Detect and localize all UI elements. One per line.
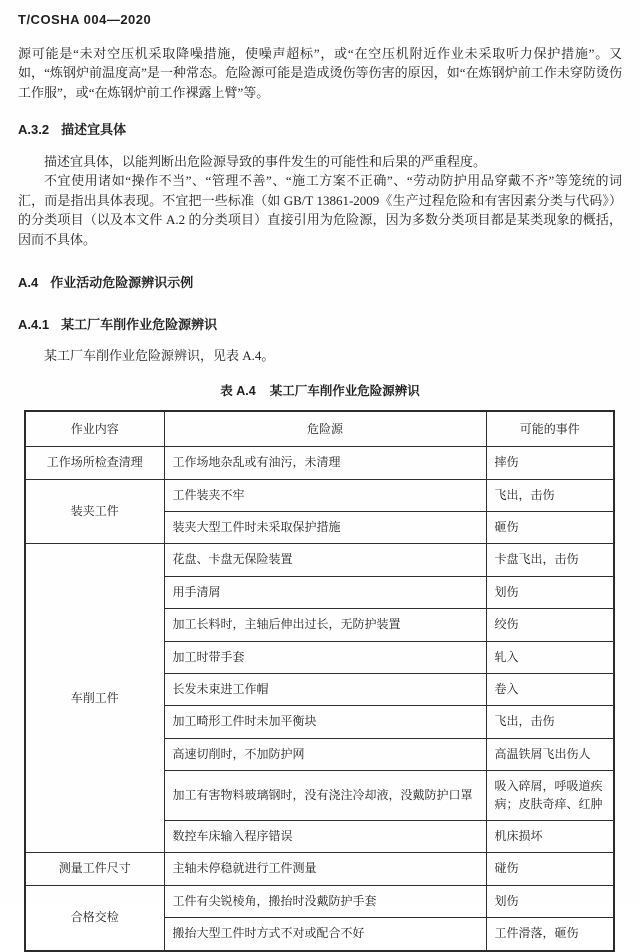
paragraph-a3-2-1: 描述宜具体，以能判断出危险源导致的事件发生的可能性和后果的严重程度。 bbox=[44, 153, 487, 169]
table-cell-hazard: 装夹大型工件时未采取保护措施 bbox=[164, 512, 486, 544]
paragraph-a3-2-2: 不宜使用诸如“操作不当”、“管理不善”、“施工方案不正确”、“劳动防护用品穿戴不齐”等笼统的词汇，而是指出具体表现。不宜把一些标准（如 GB/T 13861-2009《生产过程危险和有害因素分类与代码》）的分类项目（以及本文件 A.2 的分类项目）直接引用为危险源，因为多数分类项目都是某类现象的概括，因而不具体。 bbox=[18, 173, 622, 247]
table-cell-hazard: 主轴未停稳就进行工件测量 bbox=[164, 853, 486, 885]
doc-number: T/COSHA 004—2020 bbox=[18, 12, 152, 27]
table-cell-hazard: 搬抬大型工件时方式不对或配合不好 bbox=[164, 918, 486, 951]
heading-a3-2 bbox=[18, 120, 622, 140]
hazard-identification-table bbox=[24, 410, 615, 951]
column-header-hazard: 危险源 bbox=[164, 411, 486, 447]
table-row bbox=[25, 479, 614, 511]
table-caption-title: 某工厂车削作业危险源辨识 bbox=[269, 383, 420, 398]
table-cell-hazard: 加工有害物料玻璃钢时，没有浇注冷却液，没戴防护口罩 bbox=[164, 771, 486, 821]
table-cell-hazard: 工作场地杂乱或有油污，未清理 bbox=[164, 447, 486, 479]
table-cell-activity: 合格交检 bbox=[25, 885, 164, 950]
table-cell-hazard: 工件有尖锐棱角，搬抬时没戴防护手套 bbox=[164, 885, 486, 917]
table-cell-hazard: 加工长料时，主轴后伸出过长，无防护装置 bbox=[164, 609, 486, 641]
heading-a4 bbox=[18, 273, 622, 293]
heading-number: A.4.1 bbox=[18, 316, 50, 332]
table-cell-event: 飞出，击伤 bbox=[486, 706, 614, 738]
table-row bbox=[25, 885, 614, 917]
table-cell-hazard: 用手清屑 bbox=[164, 576, 486, 608]
table-cell-hazard: 工件装夹不牢 bbox=[164, 479, 486, 511]
table-cell-event: 轧入 bbox=[486, 641, 614, 673]
table-cell-hazard: 花盘、卡盘无保险装置 bbox=[164, 544, 486, 576]
table-cell-event: 砸伤 bbox=[486, 512, 614, 544]
table-cell-event: 吸入碎屑，呼吸道疾病；皮肤奇痒、红肿 bbox=[486, 771, 614, 821]
table-cell-event: 划伤 bbox=[486, 885, 614, 917]
table-cell-event: 卷入 bbox=[486, 673, 614, 705]
table-row bbox=[25, 447, 614, 479]
table-cell-activity: 车削工件 bbox=[25, 544, 164, 853]
table-cell-hazard: 数控车床输入程序错误 bbox=[164, 820, 486, 852]
table-cell-hazard: 加工畸形工件时未加平衡块 bbox=[164, 706, 486, 738]
heading-number: A.3.2 bbox=[18, 122, 50, 137]
table-cell-event: 碰伤 bbox=[486, 853, 614, 885]
table-cell-hazard: 高速切削时，不加防护网 bbox=[164, 738, 486, 770]
table-cell-event: 高温铁屑飞出伤人 bbox=[486, 738, 614, 770]
table-cell-event: 机床损坏 bbox=[486, 820, 614, 852]
table-cell-hazard: 加工时带手套 bbox=[164, 641, 486, 673]
intro-paragraph: 源可能是“未对空压机采取降噪措施，使噪声超标”，或“在空压机附近作业未采取听力保护措施”。又如，“炼钢炉前温度高”是一种常态。危险源可能是造成烫伤等伤害的原因，如“在炼钢炉前工作未穿防烫伤工作服”，或“在炼钢炉前工作裸露上臂”等。 bbox=[18, 45, 622, 100]
paragraph-a4-1-1: 某工厂车削作业危险源辨识，见表 A.4。 bbox=[44, 348, 275, 363]
table-caption-number: 表 A.4 bbox=[220, 383, 256, 398]
table-cell-event: 摔伤 bbox=[486, 447, 614, 479]
column-header-activity: 作业内容 bbox=[25, 411, 164, 447]
table-cell-event: 飞出，击伤 bbox=[486, 479, 614, 511]
heading-a4-1 bbox=[18, 315, 622, 335]
table-cell-hazard: 长发未束进工作帽 bbox=[164, 673, 486, 705]
table-cell-activity: 测量工件尺寸 bbox=[25, 853, 164, 885]
table-caption bbox=[18, 382, 622, 401]
table-header-row bbox=[25, 411, 614, 447]
table-row bbox=[25, 544, 614, 576]
table-cell-activity: 工作场所检查清理 bbox=[25, 447, 164, 479]
column-header-event: 可能的事件 bbox=[486, 411, 614, 447]
table-row bbox=[25, 853, 614, 885]
table-cell-event: 绞伤 bbox=[486, 609, 614, 641]
heading-title: 某工厂车削作业危险源辨识 bbox=[61, 316, 218, 332]
heading-number: A.4 bbox=[18, 275, 39, 290]
heading-title: 作业活动危险源辨识示例 bbox=[50, 275, 194, 290]
table-cell-activity: 装夹工件 bbox=[25, 479, 164, 544]
table-cell-event: 工件滑落，砸伤 bbox=[486, 918, 614, 951]
table-cell-event: 划伤 bbox=[486, 576, 614, 608]
heading-title: 描述宜具体 bbox=[61, 122, 127, 137]
table-cell-event: 卡盘飞出，击伤 bbox=[486, 544, 614, 576]
